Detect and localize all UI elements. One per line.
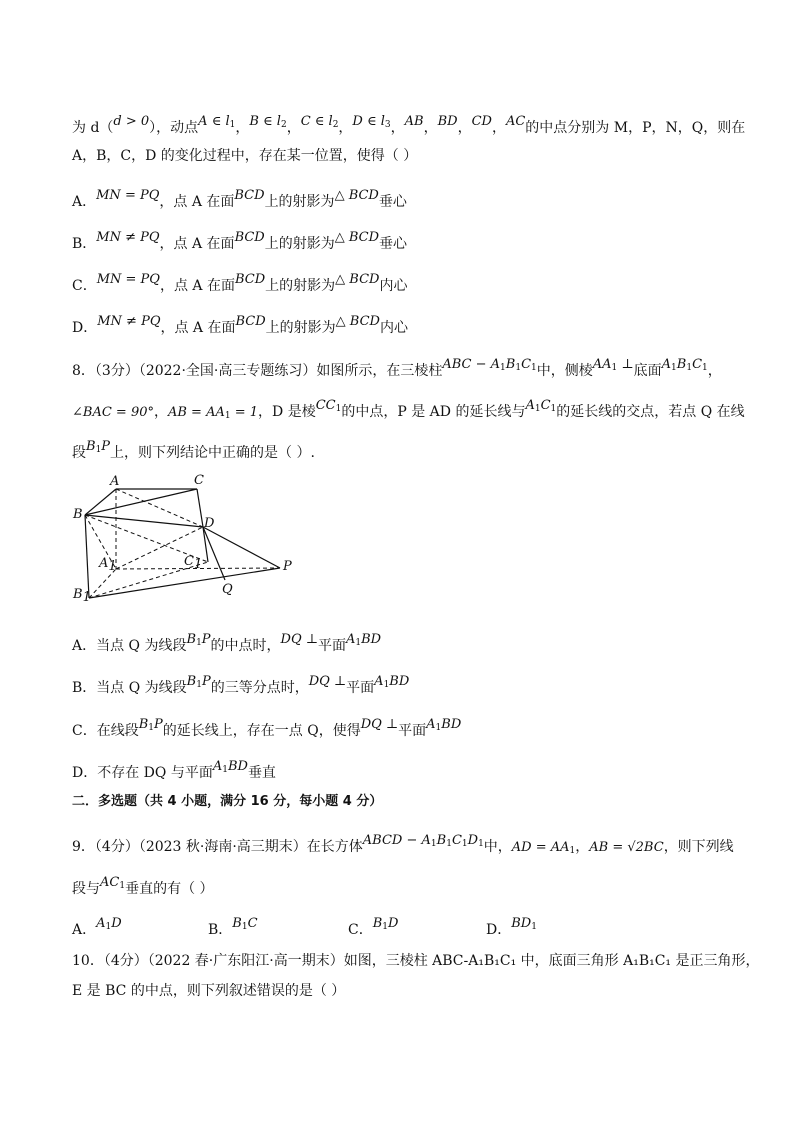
label-d: D xyxy=(204,516,215,531)
edge-b1p xyxy=(89,568,280,598)
q9-line-2: 段与AC1垂直的有（ ） xyxy=(72,875,214,897)
q7-math-2: B ∈ l2 xyxy=(249,114,287,130)
label-b1: B1 xyxy=(73,587,91,605)
q8-option-c[interactable]: C．在线段B1P的延长线上，存在一点 Q，使得DQ ⊥平面A1BD xyxy=(72,717,462,739)
edge-bc xyxy=(85,489,197,515)
label-a1: A1 xyxy=(99,556,117,574)
q8-line-2: ∠BAC = 90°，AB = AA1 = 1，D 是棱CC1的中点，P 是 AD 的延长线与A1C1的延长线的交点，若点 Q 在线 xyxy=(72,398,745,421)
edge-ad xyxy=(116,489,203,527)
q9-option-a[interactable]: A．A1D xyxy=(72,916,122,938)
q7-line-2: A，B，C，D 的变化过程中，存在某一位置，使得（ ） xyxy=(72,148,418,164)
q7-math-3: C ∈ l2 xyxy=(300,114,339,130)
q7-option-d[interactable]: D．MN ≠ PQ，点 A 在面BCD上的射影为△ BCD内心 xyxy=(72,314,408,336)
q7-line-1: 为 d（d > 0），动点A ∈ l1，B ∈ l2，C ∈ l2，D ∈ l3，AB，BD，CD，AC的中点分别为 M，P，N，Q，则在 xyxy=(72,114,746,136)
q9-line-1: 9．（4分）（2023 秋·海南·高三期末）在长方体ABCD − A1B1C1D1中，AD = AA1，AB = √2BC，则下列线 xyxy=(72,833,734,856)
q7-option-c[interactable]: C．MN = PQ，点 A 在面BCD上的射影为△ BCD内心 xyxy=(72,272,408,294)
q7-seg-ab: AB xyxy=(404,114,424,129)
label-c: C xyxy=(194,473,204,488)
q7-seg-cd: CD xyxy=(471,114,492,129)
prism-figure xyxy=(70,470,310,605)
label-p: P xyxy=(283,559,292,574)
q7-text-c: 的中点分别为 M，P，N，Q，则在 xyxy=(525,120,746,136)
q8-option-d[interactable]: D．不存在 DQ 与平面A1BD垂直 xyxy=(72,759,276,781)
q7-math-1: A ∈ l1 xyxy=(198,114,236,130)
section-heading-multi-choice: 二．多选题（共 4 小题，满分 16 分，每小题 4 分） xyxy=(72,794,383,809)
label-c1: C1 xyxy=(184,554,203,572)
label-b: B xyxy=(73,507,83,522)
label-q: Q xyxy=(222,582,233,597)
q7-seg-bd: BD xyxy=(437,114,458,129)
q10-line-2: E 是 BC 的中点，则下列叙述错误的是（ ） xyxy=(72,983,346,999)
q9-option-b[interactable]: B．B1C xyxy=(208,916,258,938)
q7-condition: d > 0 xyxy=(113,114,150,129)
q8-line-3: 段B1P上，则下列结论中正确的是（ ）. xyxy=(72,439,315,461)
q7-text-a: 为 d（ xyxy=(72,120,114,136)
q8-option-a[interactable]: A．当点 Q 为线段B1P的中点时，DQ ⊥平面A1BD xyxy=(72,632,382,654)
edge-cd xyxy=(197,489,203,527)
q9-options-row xyxy=(72,916,722,942)
q9-option-d[interactable]: D．BD1 xyxy=(486,916,537,938)
label-a: A xyxy=(110,474,120,489)
q7-seg-ac: AC xyxy=(505,114,526,129)
q9-option-c[interactable]: C．B1D xyxy=(348,916,399,938)
q8-option-b[interactable]: B．当点 Q 为线段B1P的三等分点时，DQ ⊥平面A1BD xyxy=(72,674,410,696)
q7-option-a[interactable]: A．MN = PQ，点 A 在面BCD上的射影为△ BCD垂心 xyxy=(72,188,407,210)
q7-option-b[interactable]: B．MN ≠ PQ，点 A 在面BCD上的射影为△ BCD垂心 xyxy=(72,230,408,252)
edge-bb1 xyxy=(85,515,89,598)
q7-math-4: D ∈ l3 xyxy=(352,114,391,130)
edge-dp xyxy=(203,527,280,568)
q8-line-1: 8．（3分）（2022·全国·高三专题练习）如图所示，在三棱柱ABC − A1B1C1中，侧棱AA1 ⊥底面A1B1C1， xyxy=(72,357,722,379)
q10-line-1: 10．（4分）（2022 春·广东阳江·高一期末）如图，三棱柱 ABC-A₁B₁C₁ 中，底面三角形 A₁B₁C₁ 是正三角形， xyxy=(72,953,760,969)
q7-text-b: ），动点 xyxy=(149,120,199,136)
edge-bd xyxy=(85,515,203,527)
